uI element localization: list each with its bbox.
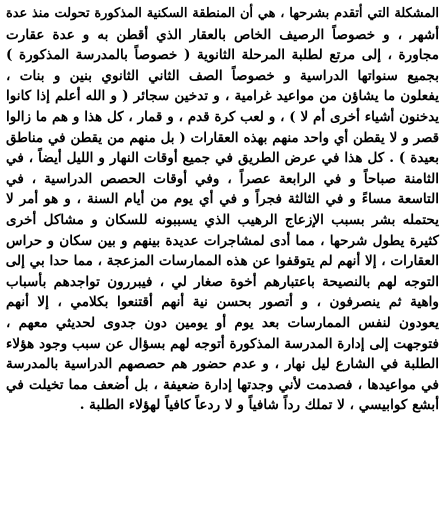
text-line: يدخنون أشياء أخرى أم لا ) ، و لعب كرة قدم ، و قمار ، كل هذا و هم ما زالوا: [6, 108, 439, 125]
text-line: أبشع كوابيسي ، لا تملك رداً شافياً و لا ردعاً كافياً لهؤلاء الطلبة .: [79, 397, 439, 414]
text-line: فتوجهت إلى إدارة المدرسة المذكورة أتوجه لهم بسؤال عن سبب وجود هؤلاء: [6, 335, 439, 352]
text-line: بجميع سنواتها الدراسية و خصوصاً الصف الثاني الثانوي بنين و بنات ،: [6, 67, 439, 84]
text-line: التوجه لهم بالنصيحة باعتبارهم أخوة صغار لي ، فيبررون تواجدهم بأسباب: [6, 273, 439, 290]
text-line: في مواعيدها ، فصدمت لأني وجدتها إدارة ضعيفة ، بل أضعف مما تخيلت في: [6, 376, 439, 393]
text-line: أشهر ، و خصوصاً الرصيف الخاص بالعقار الذي أقطن به و عدة عقارت: [6, 26, 439, 43]
text-line: الطلبة في الشارع ليل نهار ، و عدم حضور هم حصصهم الدراسية بالمدرسة: [6, 356, 439, 373]
text-line: واهية ثم ينصرفون ، و أتصور بحسن نية أنهم أقتنعوا بكلامي ، إلا أنهم: [6, 294, 439, 311]
text-line: يفعلون ما يشاؤن من مواعيد غرامية ، و تدخين سجائر ( و الله أعلم إذا كانوا: [6, 88, 439, 105]
text-line: كثيرة يطول شرحها ، مما أدى لمشاجرات عديدة بينهم و بين سكان و حراس: [6, 232, 439, 249]
text-line: بعيدة ) . كل هذا في عرض الطريق في جميع أوقات النهار و الليل أيضاً ، في: [6, 150, 439, 167]
text-line: التاسعة مساءً و في الثالثة فجراً و في أي يوم من أيام السنة ، و هو أمر لا: [6, 191, 439, 208]
text-line: يعودون لنفس الممارسات بعد يوم أو يومين دون جدوى لحديثي معهم ،: [6, 314, 439, 331]
text-line: يحتمله بشر بسبب الإزعاج الرهيب الذي يسببونه للسكان و مشاكل أخرى: [6, 211, 439, 228]
text-line: المشكلة التي أتقدم بشرحها ، هي أن المنطقة السكنية المذكورة تحولت منذ عدة: [6, 6, 439, 21]
complaint-paragraph: [6, 4, 439, 416]
text-line: قصر و لا يقطن أي واحد منهم بهذه العقارات ( بل منهم من يقطن في مناطق: [6, 129, 439, 146]
text-line: مجاورة ، إلى مرتع لطلبة المرحلة الثانوية ( خصوصاً بالمدرسة المذكورة ): [6, 47, 439, 64]
text-line: الثامنة صباحاً و في الرابعة عصراً ، وفي أوقات الحصص الدراسية ، في: [6, 170, 439, 187]
text-line: العقارات ، إلا أنهم لم يتوقفوا عن هذه الممارسات المزعجة ، مما حدا بي إلى: [5, 253, 439, 270]
